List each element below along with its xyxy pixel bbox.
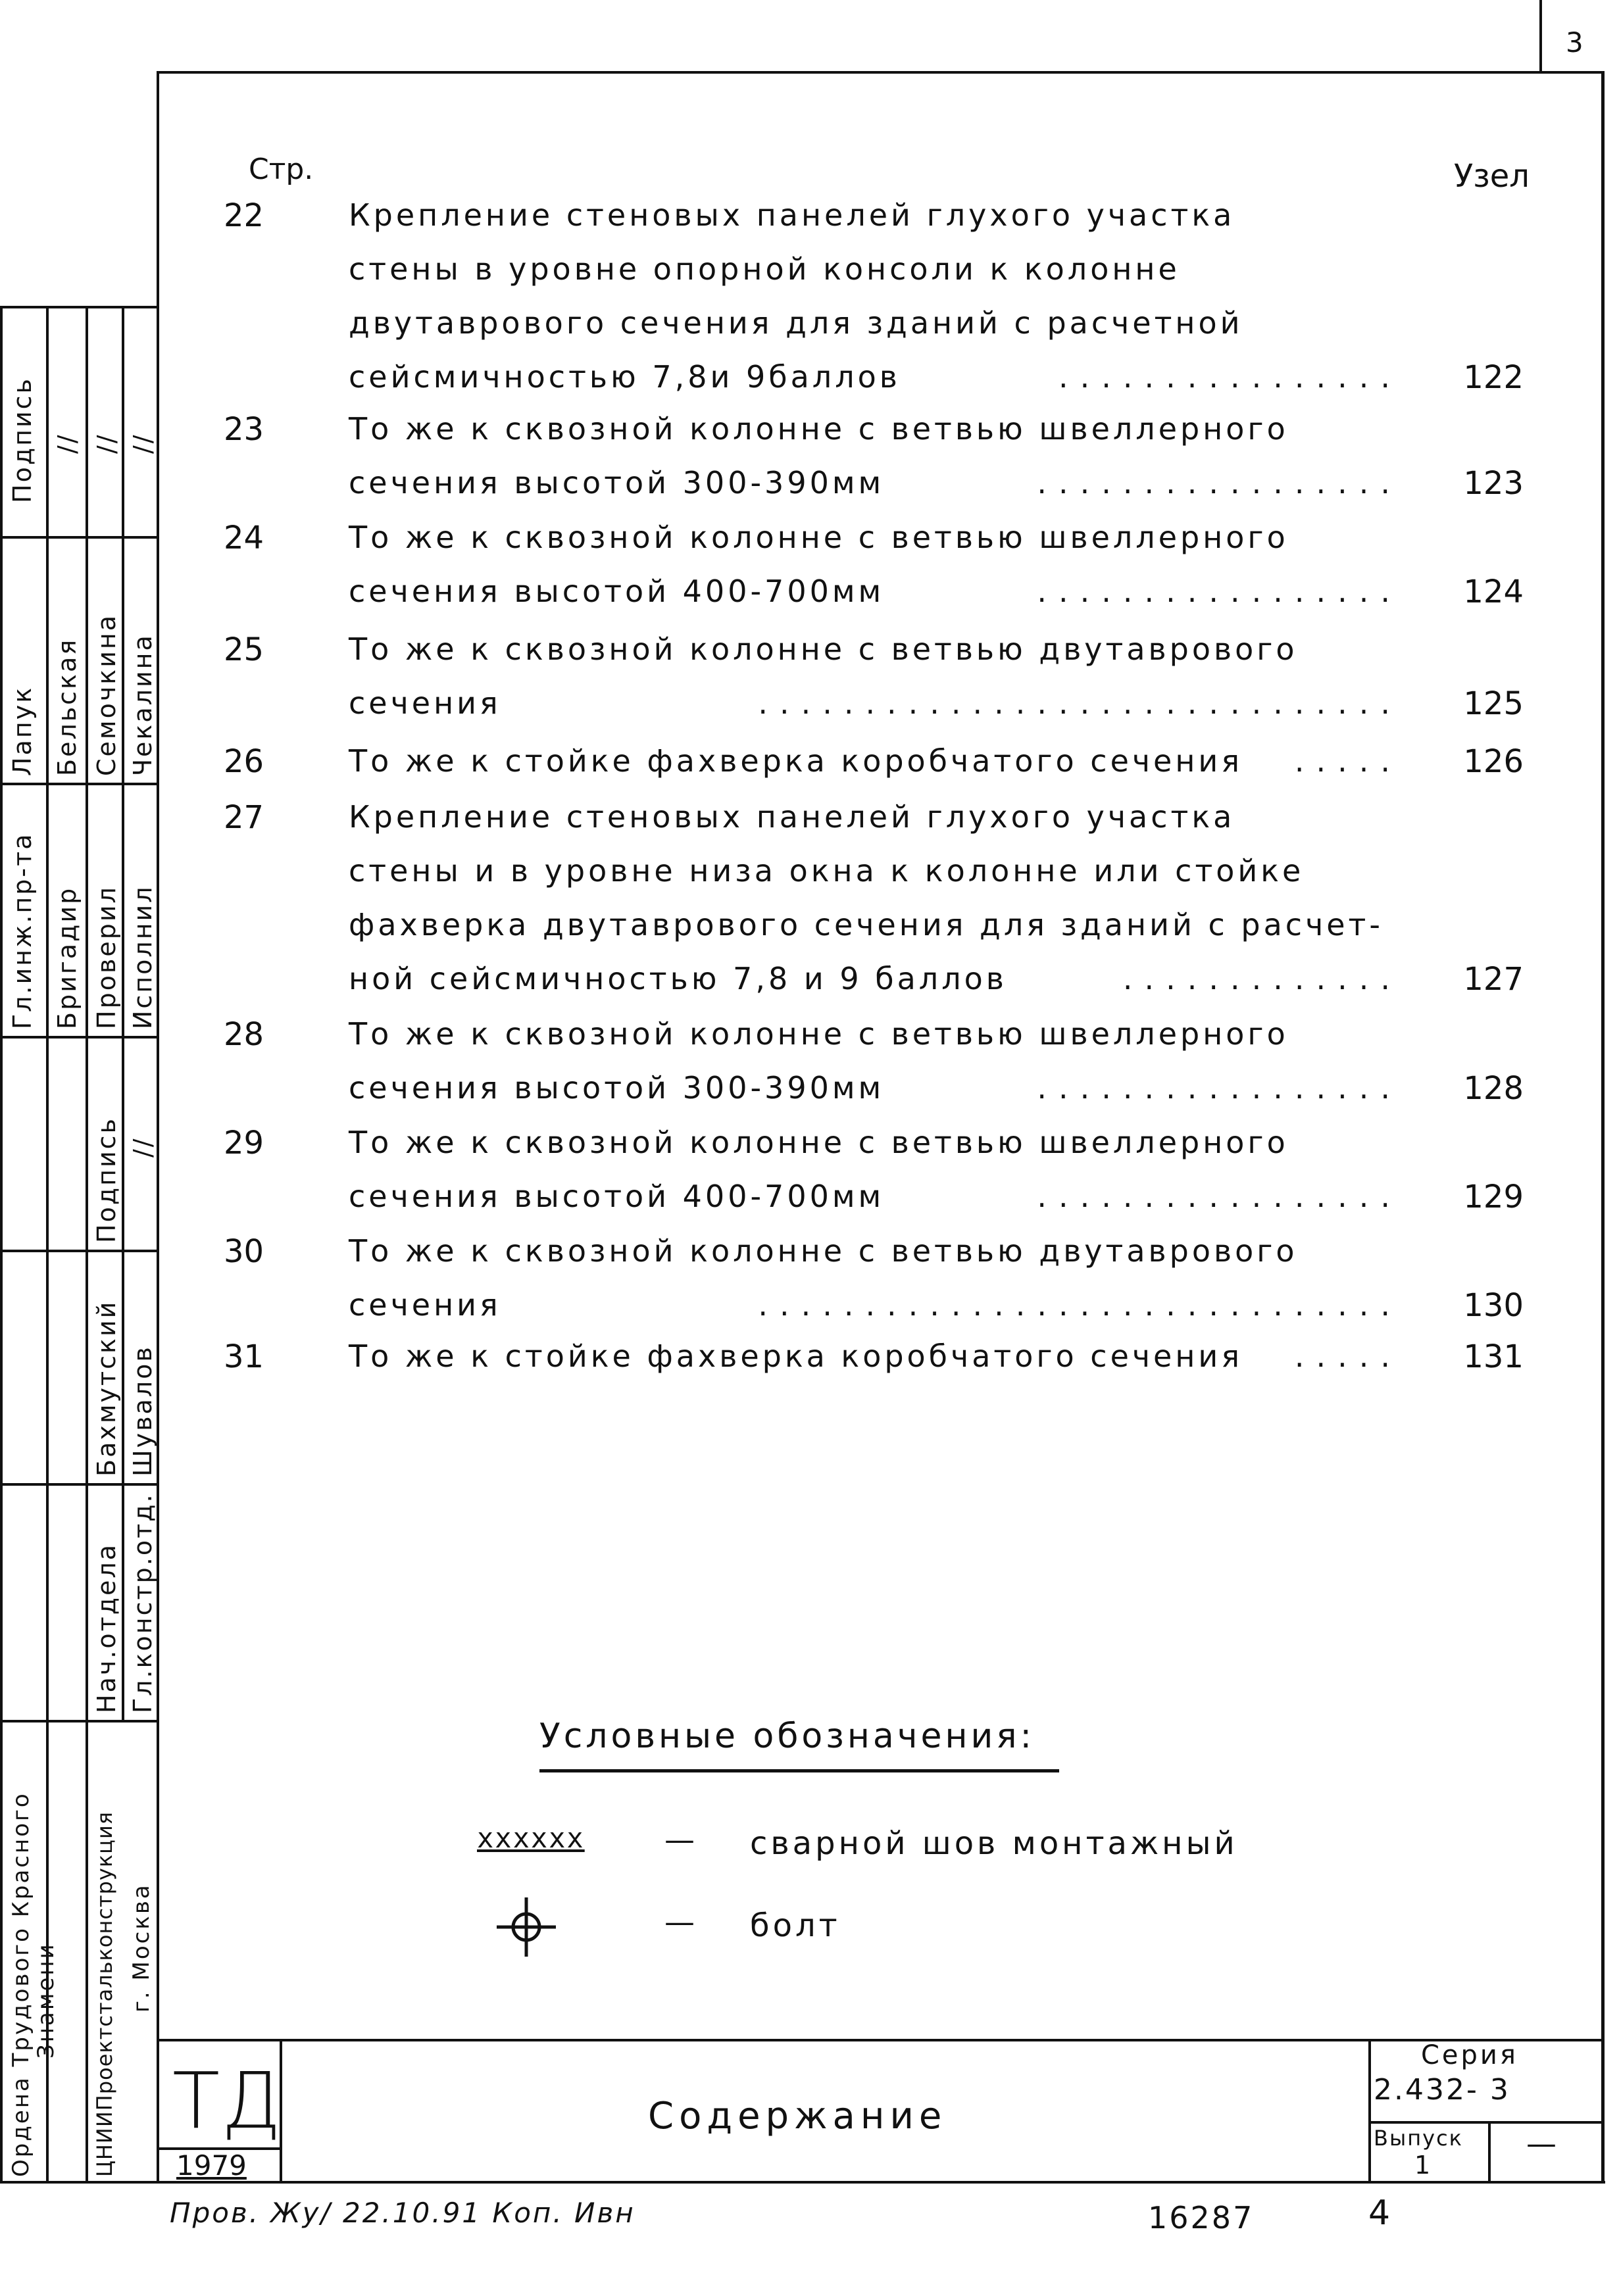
legend-title: Условные обозначения: xyxy=(539,1717,1035,1756)
toc-dot-leader: ............. xyxy=(1122,961,1402,996)
legend-underline xyxy=(539,1769,1059,1772)
stamp-name-bakhmutsky: Бахмутский xyxy=(92,1300,121,1477)
stamp-sign-mark-1: // xyxy=(53,433,82,454)
series-value: 2.432- 3 xyxy=(1374,2073,1510,2107)
stamp-sep-5 xyxy=(0,1483,159,1486)
stamp-org-line4: г. Москва xyxy=(128,1883,155,2013)
stamp-name-chekalina: Чекалина xyxy=(128,633,157,776)
toc-entry-line: То же к сквозной колонне с ветвью швеллерного xyxy=(349,520,1289,555)
footer-note: Пров. Жу/ 22.10.91 Коп. Ивн xyxy=(170,2197,635,2229)
title-block-issue-sep xyxy=(1488,2121,1491,2182)
toc-entry-page: 130 xyxy=(1463,1287,1524,1324)
stamp-top xyxy=(0,306,159,308)
sheet-title: Содержание xyxy=(648,2095,947,2137)
stamp-sign-label-top: Подпись xyxy=(8,377,37,503)
stamp-name-shuvalov: Шувалов xyxy=(128,1345,157,1477)
toc-entry-line: сечения xyxy=(349,1287,501,1323)
toc-entry-number: 25 xyxy=(224,631,264,668)
toc-dot-leader: ..... xyxy=(1294,1338,1402,1374)
toc-entry-line: Крепление стеновых панелей глухого участка xyxy=(349,197,1235,233)
toc-entry-number: 24 xyxy=(224,520,264,556)
toc-entry-page: 126 xyxy=(1463,743,1524,780)
frame-left xyxy=(157,71,159,2182)
issue-value: 1 xyxy=(1414,2151,1431,2180)
toc-entry-page: 124 xyxy=(1463,574,1524,610)
stamp-sep-3 xyxy=(0,1036,159,1038)
stamp-name-semochkina: Семочкина xyxy=(92,613,121,776)
toc-entry-number: 31 xyxy=(224,1338,264,1375)
stamp-name-belskaya: Бельская xyxy=(53,637,82,776)
toc-entry-line: сечения высотой 300-390мм xyxy=(349,465,885,501)
bolt-symbol-icon xyxy=(493,1894,559,1960)
toc-dot-leader: ................ xyxy=(1059,359,1402,395)
stamp-role-gl-konstr: Гл.констр.отд. xyxy=(128,1492,157,1713)
series-label: Серия xyxy=(1421,2040,1518,2070)
stamp-sep-2 xyxy=(0,783,159,785)
toc-entry-number: 28 xyxy=(224,1016,264,1053)
toc-entry-page: 131 xyxy=(1463,1338,1524,1375)
legend-dash-weld: — xyxy=(664,1822,695,1857)
stamp-col-2 xyxy=(86,306,88,2184)
toc-entry-page: 127 xyxy=(1463,961,1524,998)
stamp-role-brigadir: Бригадир xyxy=(53,886,82,1029)
toc-entry-page: 128 xyxy=(1463,1070,1524,1107)
stamp-col-3 xyxy=(122,306,124,1720)
toc-entry-line: То же к сквозной колонне с ветвью двутаврового xyxy=(349,631,1298,667)
title-block-top xyxy=(157,2039,1604,2041)
toc-entry-line: Крепление стеновых панелей глухого участка xyxy=(349,799,1235,835)
toc-entry-line: сечения высотой 300-390мм xyxy=(349,1070,885,1106)
stamp-org-line1: Ордена Трудового Красного xyxy=(8,1792,34,2177)
toc-entry-line: сечения высотой 400-700мм xyxy=(349,574,885,609)
toc-entry-number: 26 xyxy=(224,743,264,780)
stamp-left xyxy=(0,306,3,2184)
stamp-sep-4 xyxy=(0,1250,159,1252)
legend-dash-bolt: — xyxy=(664,1904,695,1940)
toc-entry-line: То же к стойке фахверка коробчатого сечения xyxy=(349,1338,1243,1374)
toc-entry-number: 27 xyxy=(224,799,264,836)
legend-text-bolt: болт xyxy=(750,1907,841,1944)
stamp-sign-mark-2: // xyxy=(92,433,121,454)
toc-entry-number: 22 xyxy=(224,197,264,234)
legend-text-weld: сварной шов монтажный xyxy=(750,1825,1238,1862)
stamp-org-line3: ЦНИИПроектстальконструкция xyxy=(92,1811,117,2177)
stamp-name-lapuk: Лапук xyxy=(8,685,37,776)
toc-entry-line: То же к сквозной колонне с ветвью швеллерного xyxy=(349,411,1289,447)
column-header-page: Стр. xyxy=(249,153,314,186)
corner-divider xyxy=(1539,0,1542,72)
toc-entry-line: ной сейсмичностью 7,8 и 9 баллов xyxy=(349,961,1007,996)
stamp-col-1 xyxy=(46,306,49,2184)
column-header-node: Узел xyxy=(1454,158,1530,195)
toc-entry-line: стены в уровне опорной консоли к колонне xyxy=(349,251,1180,287)
weld-symbol: xxxxxx xyxy=(477,1822,585,1854)
stamp-sign-mark-3: // xyxy=(128,433,157,454)
frame-right xyxy=(1601,71,1605,2182)
toc-entry-number: 30 xyxy=(224,1233,264,1270)
toc-dot-leader: ................. xyxy=(1037,574,1402,609)
toc-dot-leader: .............................. xyxy=(758,1287,1402,1323)
frame-top xyxy=(157,71,1604,74)
toc-entry-line: То же к сквозной колонне с ветвью двутаврового xyxy=(349,1233,1298,1269)
issue-label: Выпуск xyxy=(1374,2126,1463,2151)
toc-entry-line: двутаврового сечения для зданий с расчетной xyxy=(349,305,1243,341)
toc-dot-leader: .............................. xyxy=(758,685,1402,721)
stamp-sep-6 xyxy=(0,1720,159,1722)
toc-entry-page: 123 xyxy=(1463,465,1524,502)
toc-entry-line: То же к стойке фахверка коробчатого сечения xyxy=(349,743,1243,779)
stamp-sign-label-mid: Подпись xyxy=(92,1117,121,1243)
title-block-series-hline xyxy=(1368,2121,1604,2124)
stamp-role-gl-inzh: Гл.инж.пр-та xyxy=(8,832,37,1029)
inventory-number: 16287 xyxy=(1148,2200,1255,2235)
toc-entry-number: 29 xyxy=(224,1125,264,1161)
issue-dash: — xyxy=(1526,2126,1557,2161)
toc-entry-page: 122 xyxy=(1463,359,1524,396)
toc-dot-leader: ................. xyxy=(1037,465,1402,501)
toc-entry-line: сейсмичностью 7,8и 9баллов xyxy=(349,359,901,395)
year: 1979 xyxy=(176,2149,247,2182)
logo-td: ТД xyxy=(172,2055,283,2146)
toc-entry-line: То же к сквозной колонне с ветвью швеллерного xyxy=(349,1125,1289,1160)
footer-page: 4 xyxy=(1368,2193,1391,2233)
toc-entry-line: стены и в уровне низа окна к колонне или стойке xyxy=(349,853,1305,889)
toc-entry-line: сечения xyxy=(349,685,501,721)
stamp-org-line2: Знамени xyxy=(33,1942,59,2059)
stamp-sign-mark-4: // xyxy=(128,1136,157,1158)
toc-entry-line: фахверка двутаврового сечения для зданий с расчет- xyxy=(349,907,1383,942)
toc-dot-leader: ................. xyxy=(1037,1070,1402,1106)
stamp-role-nach-otdela: Нач.отдела xyxy=(92,1542,121,1713)
toc-entry-page: 129 xyxy=(1463,1179,1524,1215)
toc-dot-leader: ................. xyxy=(1037,1179,1402,1214)
toc-dot-leader: ..... xyxy=(1294,743,1402,779)
toc-entry-page: 125 xyxy=(1463,685,1524,722)
stamp-role-proveril: Проверил xyxy=(92,885,121,1029)
sheet-number: 3 xyxy=(1566,26,1583,59)
stamp-role-ispolnil: Исполнил xyxy=(128,885,157,1029)
stamp-sep-1 xyxy=(0,536,159,539)
title-block-series-sep xyxy=(1368,2039,1371,2182)
toc-entry-line: То же к сквозной колонне с ветвью швеллерного xyxy=(349,1016,1289,1052)
toc-entry-line: сечения высотой 400-700мм xyxy=(349,1179,885,1214)
toc-entry-number: 23 xyxy=(224,411,264,448)
